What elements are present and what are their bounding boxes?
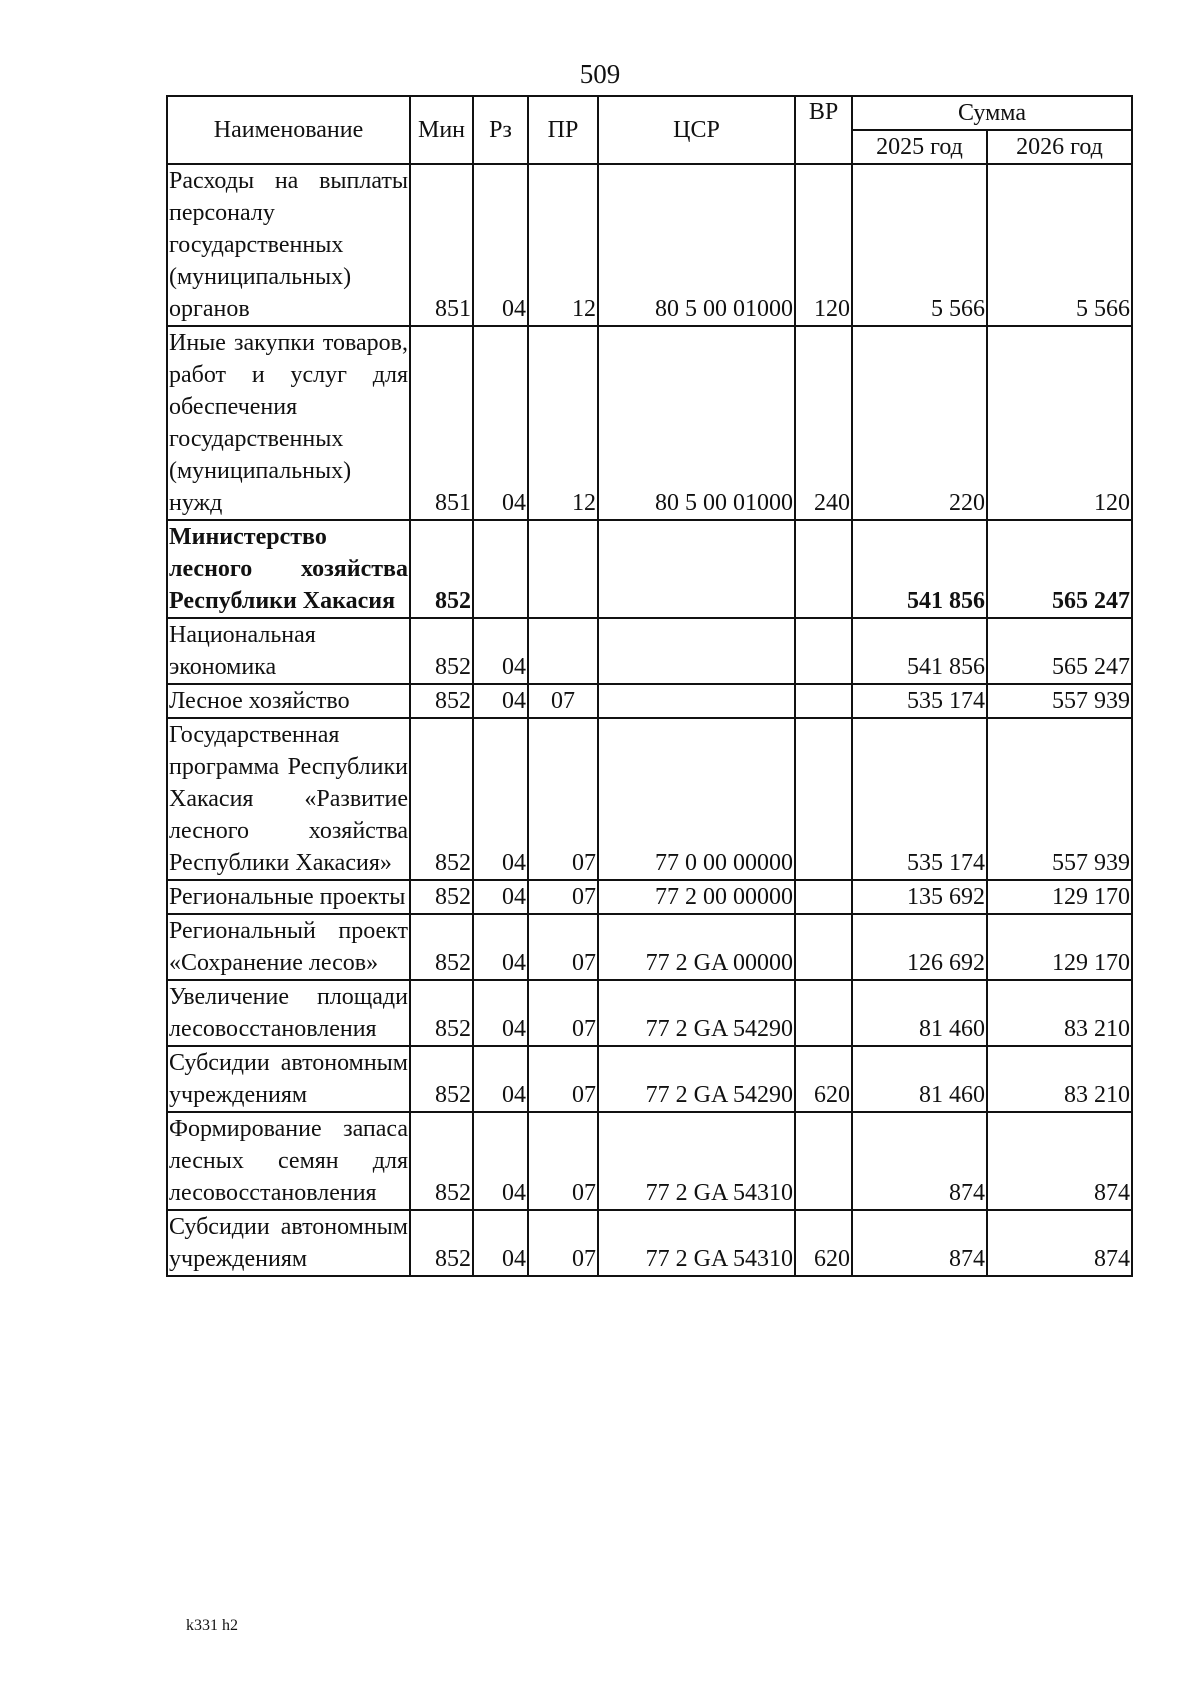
- row-2026: 557 939: [987, 718, 1132, 880]
- row-rz: 04: [473, 1210, 528, 1276]
- table-row: [167, 1046, 1132, 1112]
- row-rz: 04: [473, 326, 528, 520]
- row-pr: 07: [528, 1046, 598, 1112]
- row-vr: 120: [795, 164, 852, 326]
- row-rz: 04: [473, 684, 528, 718]
- row-vr: [795, 520, 852, 618]
- table-row: [167, 880, 1132, 914]
- row-min: 852: [410, 718, 473, 880]
- row-min: 852: [410, 520, 473, 618]
- row-min: 851: [410, 164, 473, 326]
- row-min: 852: [410, 980, 473, 1046]
- row-pr: 07: [528, 718, 598, 880]
- row-rz: 04: [473, 914, 528, 980]
- row-csr: [598, 520, 795, 618]
- row-vr: 240: [795, 326, 852, 520]
- row-pr: 07: [528, 684, 598, 718]
- table-row: [167, 164, 1132, 326]
- row-rz: 04: [473, 164, 528, 326]
- row-pr: [528, 618, 598, 684]
- row-name: Министерство лесного хозяйства Республики Хакасия: [167, 520, 410, 618]
- row-2026: 874: [987, 1210, 1132, 1276]
- row-2026: 565 247: [987, 618, 1132, 684]
- header-csr: ЦСР: [598, 96, 795, 164]
- row-csr: 80 5 00 01000: [598, 326, 795, 520]
- row-vr: 620: [795, 1046, 852, 1112]
- row-pr: 07: [528, 1112, 598, 1210]
- row-csr: 77 2 GA 54310: [598, 1210, 795, 1276]
- row-vr: [795, 684, 852, 718]
- row-rz: 04: [473, 718, 528, 880]
- row-vr: [795, 618, 852, 684]
- header-min: Мин: [410, 96, 473, 164]
- row-csr: 77 2 GA 54310: [598, 1112, 795, 1210]
- footer-code: k331 h2: [186, 1617, 238, 1634]
- row-2026: 129 170: [987, 914, 1132, 980]
- row-2025: 126 692: [852, 914, 987, 980]
- row-rz: 04: [473, 1046, 528, 1112]
- row-2025: 135 692: [852, 880, 987, 914]
- row-2026: 120: [987, 326, 1132, 520]
- row-name: Расходы на выплаты персоналу государственных (муниципальных) органов: [167, 164, 410, 326]
- row-rz: 04: [473, 1112, 528, 1210]
- row-2026: 129 170: [987, 880, 1132, 914]
- page-number: 509: [579, 59, 621, 89]
- row-name: Национальная экономика: [167, 618, 410, 684]
- table-row: [167, 326, 1132, 520]
- row-vr: [795, 914, 852, 980]
- row-pr: [528, 520, 598, 618]
- table-row: [167, 520, 1132, 618]
- table-row: [167, 618, 1132, 684]
- table-row: [167, 718, 1132, 880]
- row-name: Субсидии автономным учреждениям: [167, 1046, 410, 1112]
- row-name: Государственная программа Республики Хакасия «Развитие лесного хозяйства Республики Хакасия»: [167, 718, 410, 880]
- row-2025: 5 566: [852, 164, 987, 326]
- row-csr: [598, 684, 795, 718]
- budget-table: [166, 95, 1133, 1277]
- row-csr: 77 2 GA 00000: [598, 914, 795, 980]
- row-2025: 220: [852, 326, 987, 520]
- row-name: Увеличение площади лесовосстановления: [167, 980, 410, 1046]
- row-name: Лесное хозяйство: [167, 684, 410, 718]
- row-name: Региональный проект «Сохранение лесов»: [167, 914, 410, 980]
- row-csr: 77 2 GA 54290: [598, 980, 795, 1046]
- row-2025: 535 174: [852, 684, 987, 718]
- row-rz: 04: [473, 980, 528, 1046]
- row-csr: 80 5 00 01000: [598, 164, 795, 326]
- row-2026: 565 247: [987, 520, 1132, 618]
- row-min: 852: [410, 1210, 473, 1276]
- header-year-2026: 2026 год: [987, 130, 1132, 164]
- row-2026: 874: [987, 1112, 1132, 1210]
- row-pr: 07: [528, 914, 598, 980]
- row-pr: 12: [528, 164, 598, 326]
- row-2026: 5 566: [987, 164, 1132, 326]
- table-row: [167, 980, 1132, 1046]
- row-name: Субсидии автономным учреждениям: [167, 1210, 410, 1276]
- header-sum: Сумма: [852, 96, 1132, 130]
- row-vr: 620: [795, 1210, 852, 1276]
- row-vr: [795, 880, 852, 914]
- row-rz: 04: [473, 618, 528, 684]
- row-rz: [473, 520, 528, 618]
- row-name: Иные закупки товаров, работ и услуг для обеспечения государственных (муниципальных) нужд: [167, 326, 410, 520]
- row-2025: 535 174: [852, 718, 987, 880]
- row-name: Формирование запаса лесных семян для лесовосстановления: [167, 1112, 410, 1210]
- row-csr: 77 2 00 00000: [598, 880, 795, 914]
- row-rz: 04: [473, 880, 528, 914]
- row-csr: 77 2 GA 54290: [598, 1046, 795, 1112]
- header-name: Наименование: [167, 96, 410, 164]
- row-pr: 07: [528, 1210, 598, 1276]
- header-year-2025: 2025 год: [852, 130, 987, 164]
- row-pr: 07: [528, 880, 598, 914]
- row-min: 852: [410, 618, 473, 684]
- header-rz: Рз: [473, 96, 528, 164]
- row-min: 851: [410, 326, 473, 520]
- row-2026: 83 210: [987, 980, 1132, 1046]
- header-vr: ВР: [795, 96, 852, 164]
- row-2025: 541 856: [852, 520, 987, 618]
- row-2025: 81 460: [852, 1046, 987, 1112]
- row-2025: 541 856: [852, 618, 987, 684]
- table-row: [167, 684, 1132, 718]
- row-2025: 81 460: [852, 980, 987, 1046]
- row-2025: 874: [852, 1112, 987, 1210]
- table-row: [167, 1210, 1132, 1276]
- row-min: 852: [410, 914, 473, 980]
- table-header-row: [167, 96, 1132, 130]
- header-pr: ПР: [528, 96, 598, 164]
- row-min: 852: [410, 880, 473, 914]
- row-2026: 83 210: [987, 1046, 1132, 1112]
- row-csr: [598, 618, 795, 684]
- row-2026: 557 939: [987, 684, 1132, 718]
- row-min: 852: [410, 1112, 473, 1210]
- row-name: Региональные проекты: [167, 880, 410, 914]
- row-vr: [795, 1112, 852, 1210]
- table-row: [167, 1112, 1132, 1210]
- row-csr: 77 0 00 00000: [598, 718, 795, 880]
- row-vr: [795, 718, 852, 880]
- row-vr: [795, 980, 852, 1046]
- row-pr: 12: [528, 326, 598, 520]
- row-min: 852: [410, 1046, 473, 1112]
- table-row: [167, 914, 1132, 980]
- row-2025: 874: [852, 1210, 987, 1276]
- row-min: 852: [410, 684, 473, 718]
- row-pr: 07: [528, 980, 598, 1046]
